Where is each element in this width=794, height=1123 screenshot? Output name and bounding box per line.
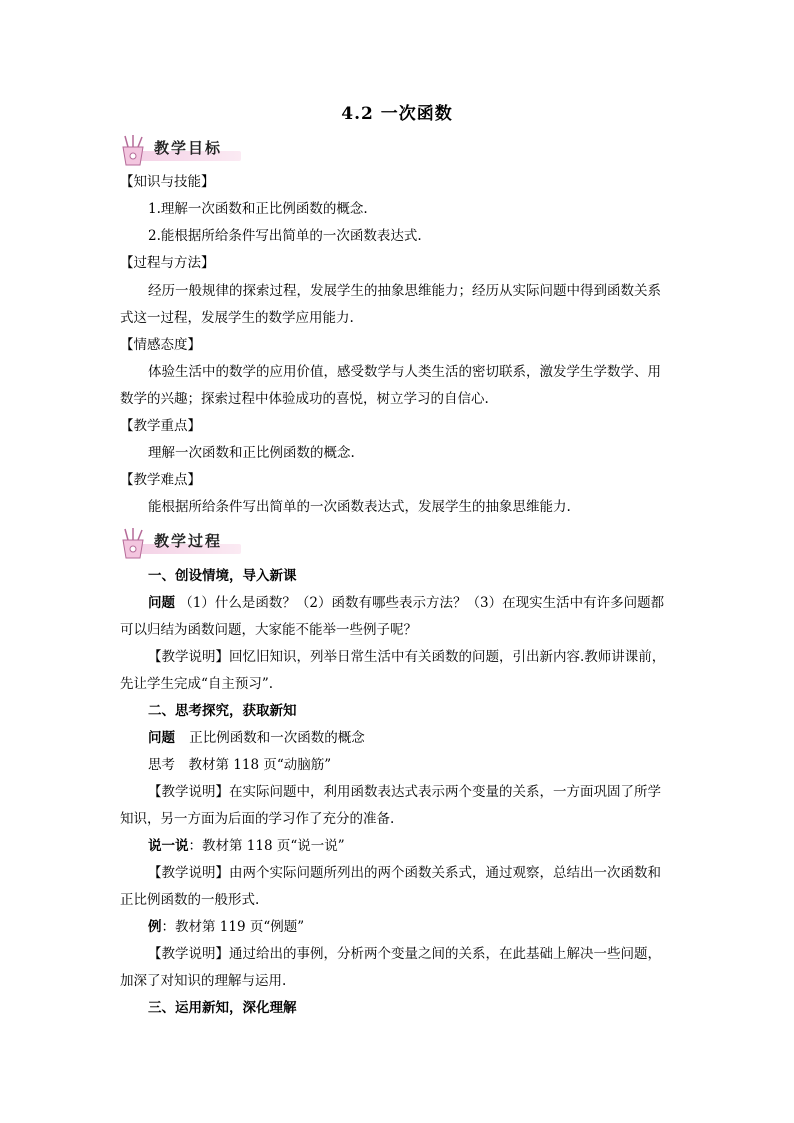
heading-difficulty: 【教学难点】 [120,472,201,488]
step-2-think: 思考 教材第 118 页“动脑筋” [148,757,332,773]
heading-method: 【过程与方法】 [120,255,215,271]
heading-key-point: 【教学重点】 [120,418,201,434]
say-text: ：教材第 118 页“说一说” [188,838,345,854]
question-text: 正比例函数和一次函数的概念 [189,730,365,746]
knowledge-item-2: 2.能根据所给条件写出简单的一次函数表达式. [148,228,422,244]
section-banner-goals [117,133,243,167]
note-label: 【教学说明】 [148,649,229,665]
heading-knowledge: 【知识与技能】 [120,174,215,190]
say-label: 说一说 [148,838,189,854]
note-text: 在实际问题中，利用函数表达式表示两个变量的关系，一方面巩固了所学 [229,784,661,800]
question-label: 问题 [148,730,175,746]
step-2-note-3-line-1 [148,944,661,964]
step-2-note-2-line-1 [148,863,661,883]
step-2-note-1-line-1 [148,782,661,802]
step-2-note-2-line-2: 正比例函数的一般形式. [120,892,260,908]
step-3-heading: 三、运用新知，深化理解 [148,1000,297,1016]
section-title-process: 教学过程 [154,532,223,550]
note-label: 【教学说明】 [148,946,229,962]
question-label: 问题 [148,595,175,611]
difficulty-line: 能根据所给条件写出简单的一次函数表达式，发展学生的抽象思维能力. [148,499,571,515]
note-label: 【教学说明】 [148,784,229,800]
step-1-heading: 一、创设情境，导入新课 [148,568,297,584]
note-text: 通过给出的事例，分析两个变量之间的关系，在此基础上解决一些问题， [229,946,661,962]
pencil-cup-icon [117,526,151,560]
step-1-question-line-1 [148,593,664,613]
step-2-note-3-line-2: 加深了对知识的理解与运用. [120,973,287,989]
step-1-note-line-2: 先让学生完成“自主预习”. [120,676,274,692]
question-text: （1）什么是函数？（2）函数有哪些表示方法？（3）在现实生活中有许多问题都 [179,595,665,611]
step-2-note-1-line-2: 知识，另一方面为后面的学习作了充分的准备. [120,811,395,827]
note-text: 由两个实际问题所列出的两个函数关系式，通过观察，总结出一次函数和 [229,865,661,881]
heading-emotion: 【情感态度】 [120,337,201,353]
page-title: 4.2 一次函数 [341,104,453,124]
key-point-line: 理解一次函数和正比例函数的概念. [148,445,355,461]
step-2-example [148,917,304,937]
section-banner-process [117,526,243,560]
step-1-question-line-2: 可以归结为函数问题，大家能不能举一些例子呢？ [120,622,417,638]
example-text: ：教材第 119 页“例题” [161,919,305,935]
emotion-line-1: 体验生活中的数学的应用价值，感受数学与人类生活的密切联系，激发学生学数学、用 [148,364,661,380]
note-label: 【教学说明】 [148,865,229,881]
method-line-1: 经历一般规律的探索过程，发展学生的抽象思维能力；经历从实际问题中得到函数关系 [148,283,661,299]
step-2-say [148,836,345,856]
knowledge-item-1: 1.理解一次函数和正比例函数的概念. [148,201,368,217]
section-title-goals: 教学目标 [154,139,223,157]
step-2-question [148,728,365,748]
pencil-cup-icon [117,133,151,167]
example-label: 例 [148,919,162,935]
method-line-2: 式这一过程，发展学生的数学应用能力. [120,310,354,326]
emotion-line-2: 数学的兴趣；探索过程中体验成功的喜悦，树立学习的自信心. [120,391,489,407]
step-2-heading: 二、思考探究，获取新知 [148,703,297,719]
note-text: 回忆旧知识，列举日常生活中有关函数的问题，引出新内容.教师讲课前， [229,649,666,665]
step-1-note-line-1 [148,647,665,667]
